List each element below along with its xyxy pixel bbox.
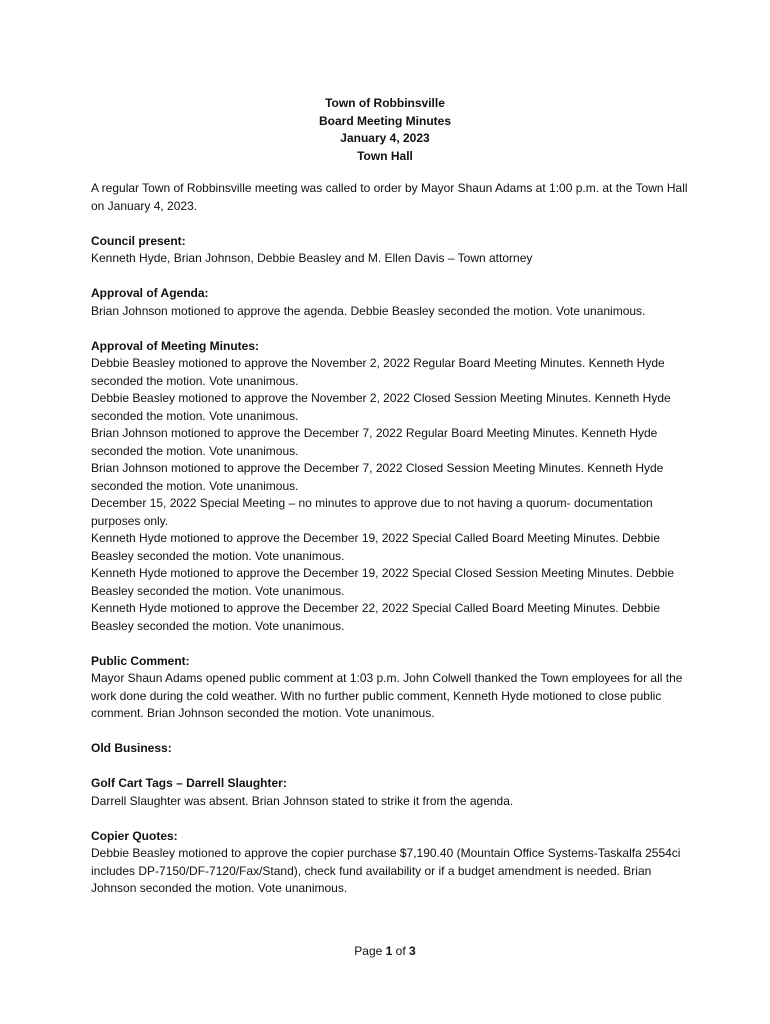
intro-paragraph: A regular Town of Robbinsville meeting was called to order by Mayor Shaun Adams at 1:00 p.m. at the Town Hall on January 4, 2023. — [91, 181, 688, 213]
agenda-heading: Approval of Agenda: — [91, 286, 209, 300]
minutes-item: Brian Johnson motioned to approve the December 7, 2022 Regular Board Meeting Minutes. Kenneth Hyde seconded the motion. Vote unanimous. — [91, 426, 658, 458]
page-footer — [0, 944, 770, 958]
minutes-item: December 15, 2022 Special Meeting – no minutes to approve due to not having a quorum- documentation purposes only. — [91, 496, 653, 528]
copier-text: Debbie Beasley motioned to approve the copier purchase $7,190.40 (Mountain Office Systems-Taskalfa 2554ci includes DP-7150/DF-7120/Fax/Stand), check fund availability or if a budget amendment is needed. Brian Johnson seconded the motion. Vote unanimous. — [91, 846, 681, 895]
header-date: January 4, 2023 — [340, 131, 430, 145]
old-business-heading: Old Business: — [91, 741, 172, 755]
golf-cart-text: Darrell Slaughter was absent. Brian Johnson stated to strike it from the agenda. — [91, 793, 514, 808]
golf-cart-heading: Golf Cart Tags – Darrell Slaughter: — [91, 776, 287, 790]
agenda-text: Brian Johnson motioned to approve the agenda. Debbie Beasley seconded the motion. Vote unanimous. — [91, 303, 646, 318]
council-heading: Council present: — [91, 233, 186, 248]
minutes-item: Kenneth Hyde motioned to approve the December 22, 2022 Special Called Board Meeting Minutes. Debbie Beasley seconded the motion. Vote unanimous. — [91, 601, 661, 633]
minutes-item: Kenneth Hyde motioned to approve the December 19, 2022 Special Called Board Meeting Minutes. Debbie Beasley seconded the motion. Vote unanimous. — [91, 531, 661, 563]
public-comment-heading: Public Comment: — [91, 653, 190, 668]
minutes-heading: Approval of Meeting Minutes: — [91, 338, 259, 353]
page-word: Page — [354, 944, 383, 958]
page-total: 3 — [409, 944, 416, 958]
document-header — [0, 95, 770, 165]
minutes-item: Kenneth Hyde motioned to approve the December 19, 2022 Special Closed Session Meeting Minutes. Debbie Beasley seconded the motion. Vote unanimous. — [91, 566, 675, 598]
public-comment-text: Mayor Shaun Adams opened public comment at 1:03 p.m. John Colwell thanked the Town employees for all the work done during the cold weather. With no further public comment, Kenneth Hyde motioned to close public comment. Brian Johnson seconded the motion. Vote unanimous. — [91, 671, 683, 720]
header-title: Board Meeting Minutes — [318, 113, 451, 128]
minutes-item: Debbie Beasley motioned to approve the November 2, 2022 Regular Board Meeting Minutes. Kenneth Hyde seconded the motion. Vote unanimous. — [91, 356, 665, 388]
minutes-item: Debbie Beasley motioned to approve the November 2, 2022 Closed Session Meeting Minutes. Kenneth Hyde seconded the motion. Vote unanimous. — [91, 391, 671, 423]
section-golf-cart — [91, 775, 691, 810]
section-minutes — [91, 338, 691, 636]
section-agenda — [91, 285, 691, 320]
of-word: of — [395, 944, 406, 958]
header-location: Town Hall — [357, 148, 413, 163]
section-old-business — [91, 740, 691, 758]
council-text: Kenneth Hyde, Brian Johnson, Debbie Beasley and M. Ellen Davis – Town attorney — [91, 251, 533, 265]
section-copier — [91, 828, 691, 898]
document-body — [91, 180, 691, 898]
copier-heading: Copier Quotes: — [91, 828, 178, 843]
section-public-comment — [91, 653, 691, 723]
page-number: 1 — [385, 944, 393, 958]
minutes-item: Brian Johnson motioned to approve the December 7, 2022 Closed Session Meeting Minutes. Kenneth Hyde seconded the motion. Vote unanimous. — [91, 461, 664, 493]
section-council — [91, 233, 691, 268]
header-town: Town of Robbinsville — [325, 96, 445, 110]
